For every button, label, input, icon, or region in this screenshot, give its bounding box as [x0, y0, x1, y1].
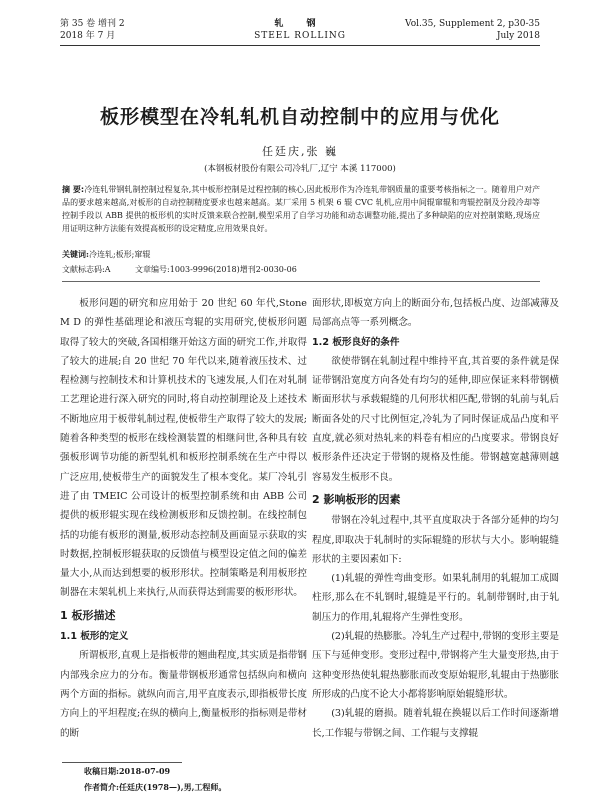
pub-date: 2018 年 7 月	[60, 31, 116, 41]
journal-title-cn: 轧 钢	[274, 19, 326, 29]
paragraph-2-item3: (3)轧辊的磨损。随着轧辊在换辊以后工作时间逐渐增长,工作辊与带钢之间、工作辊与支撑辊	[312, 708, 559, 739]
received-date: 收稿日期:2018-07-09	[84, 766, 171, 776]
keywords	[62, 249, 540, 260]
paragraph-1-1: 所谓板形,直观上是指板带的翘曲程度,其实质是指带钢内部残余应力的分布。衡量带钢板形通常包括纵向和横向两个方面的指标。就纵向而言,用平直度表示,即指板带长度方向上的平坦程度;在纵的横向上,衡量板形的指标则是带材的断	[60, 650, 307, 739]
volume-info-en	[405, 18, 540, 42]
paragraph-2-item2: (2)轧辊的热膨胀。冷轧生产过程中,带钢的变形主要是压下与延伸变形。变形过程中,带钢将产生大量变形热,由于这种变形热使轧辊热膨胀而改变原始辊形,轧辊由于热膨胀所形成的凸度不论大小都将影响原始辊缝形状。	[312, 631, 559, 700]
running-header	[60, 18, 540, 58]
subsection-heading-1-2: 1.2 板形良好的条件	[312, 336, 400, 348]
paper-title: 板形模型在冷轧轧机自动控制中的应用与优化	[99, 106, 500, 128]
section-heading-2: 2 影响板形的因素	[312, 492, 401, 506]
paragraph-1-2: 欲使带钢在轧制过程中维持平直,其首要的条件就是保证带钢沿宽度方向各处有均匀的延伸,即应保证来料带钢横断面形状与承载辊缝的几何形状相匹配,带钢的轧前与轧后断面各处的尺寸比例恒定,冷轧为了同时保证成品凸度和平直度,就必须对热轧来的料卷有相应的凸度要求。带钢良好板形条件还决定于带钢的规格及性能。带钢越宽越薄则越容易发生板形不良。	[312, 355, 559, 483]
author-bio: 作者简介:任廷庆(1978—),男,工程师。	[84, 782, 227, 792]
paragraph-1-1-cont: 面形状,即板宽方向上的断面分布,包括板凸度、边部减薄及局部高点等一系列概念。	[312, 298, 559, 329]
keywords-label: 关键词:	[62, 249, 89, 259]
volume-issue: 第 35 卷 增刊 2	[60, 19, 125, 29]
paragraph-2-item1: (1)轧辊的弹性弯曲变形。如果轧制用的轧辊加工成圆柱形,那么在不轧钢时,辊缝是平行的。轧制带钢时,由于轧制压力的作用,轧辊将产生弹性变形。	[312, 573, 559, 623]
affiliation: (本钢板材股份有限公司冷轧厂,辽宁 本溪 117000)	[204, 164, 396, 174]
abstract-label: 摘 要:	[62, 185, 85, 194]
document-code: 文献标志码:A	[62, 265, 111, 274]
journal-title-en: STEEL ROLLING	[254, 31, 346, 41]
subsection-heading-1-1: 1.1 板形的定义	[60, 631, 129, 643]
abstract-text: 冷连轧带钢轧制控制过程复杂,其中板形控制是过程控制的核心,因此板形作为冷连轧带钢质量的重要考核指标之一。随着用户对产品的要求越来越高,对板形的自动控制精度要求也越来越高。某厂采用 5 机架 6 辊 CVC 轧机,应用中间辊窜辊和弯辊控制及分段冷却等控制手段以 ABB 提供的板形机的实时反馈来联合控制,模型采用了自学习功能和动态调整功能,提出了多种缺陷的应对控制策略,现场应用证明这种方法能有效提高板形的设定精度,应用效果良好。	[62, 185, 540, 233]
body-column-left	[60, 294, 307, 743]
keywords-text: 冷连轧;板形;窜辊	[88, 250, 151, 259]
section-heading-1: 1 板形描述	[60, 608, 116, 622]
intro-paragraph: 板形问题的研究和应用始于 20 世纪 60 年代,Stone M D 的弹性基础理论和液压弯辊的实用研究,使板形问题取得了较大的突破,各国相继开始这方面的研究工作,并取得了较大的进展;自 20 世纪 70 年代以来,随着液压技术、过程检测与控制技术和计算机技术的飞速发展,人们在对轧制工艺理论进行深入研究的同时,将自动控制理论及上述技术不断地应用于板带轧制过程,使板带生产取得了较大的发展;随着各种类型的板形在线检测装置的相继问世,各种具有较强板形调节功能的新型轧机和板形控制系统在生产中得以广泛应用,使板带生产的面貌发生了根本变化。某厂冷轧引进了由 TMEIC 公司设计的板型控制系统和由 ABB 公司提供的板形辊实现在线检测板形和反馈控制。在线控制包括的功能有板形的测量,板形动态控制及画面显示获取的实时数据,控制板形辊获取的反馈值与模型设定值之间的偏差量大小,从而达到想要的板形形状。控制策略是利用板形控制器在末架轧机上来执行,从而获得达到需要的板形形状。	[60, 298, 307, 599]
article-meta	[62, 264, 540, 275]
header-rule	[60, 45, 540, 46]
article-number: 文章编号:1003-9996(2018)增刊2-0030-06	[135, 265, 297, 274]
body-column-right	[312, 294, 559, 743]
abstract	[62, 183, 540, 235]
footnote-rule	[62, 762, 182, 763]
paragraph-2-intro: 带钢在冷轧过程中,其平直度取决于各部分延伸的均匀程度,即取决于轧制时的实际辊缝的形状与大小。影响辊缝形状的主要因素如下:	[312, 515, 559, 565]
abstract-rule	[62, 281, 540, 282]
volume-issue-en: Vol.35, Supplement 2, p30-35	[405, 19, 540, 29]
pub-date-en: July 2018	[496, 31, 540, 41]
authors: 任廷庆,张 巍	[262, 145, 338, 158]
